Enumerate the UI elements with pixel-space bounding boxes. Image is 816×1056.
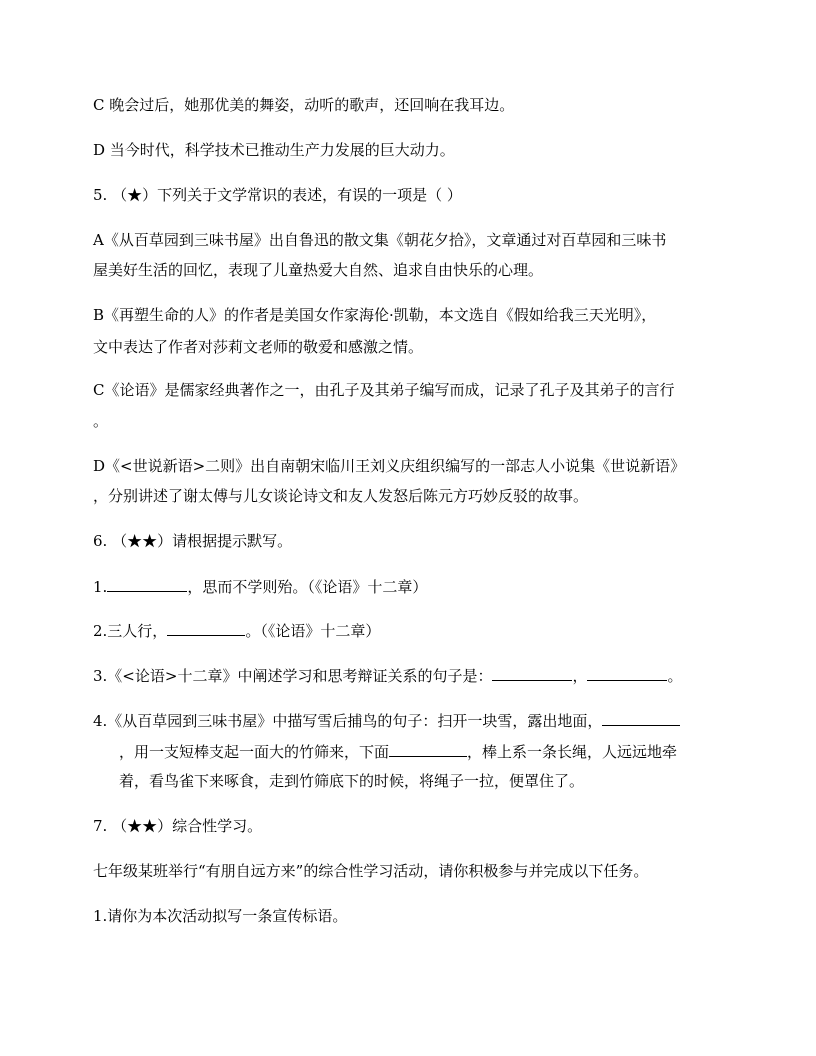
question-5-option-a-line-2: 屋美好生活的回忆，表现了儿童热爱大自然、追求自由快乐的心理。 [93,261,544,279]
question-7-title: 7. （★★）综合性学习。 [93,817,263,835]
item-4-line-2-a: ，用一支短棒支起一面大的竹筛来，下面 [119,743,390,761]
answer-blank[interactable] [602,710,680,726]
answer-blank[interactable] [167,620,245,636]
option-c-sentence: C 晚会过后，她那优美的舞姿，动听的歌声，还回响在我耳边。 [93,96,515,114]
question-5-option-d-line-1: D《<世说新语>二则》出自南朝宋临川王刘义庆组织编写的一部志人小说集《世说新语》 [93,457,686,475]
question-6-item-3 [93,665,682,686]
question-5-option-c-line-1: C《论语》是儒家经典著作之一，由孔子及其弟子编写而成，记录了孔子及其弟子的言行 [93,381,675,399]
item-4-prefix: 4.《从百草园到三味书屋》中描写雪后捕鸟的句子：扫开一块雪，露出地面， [93,712,603,730]
question-5-option-b-line-1: B《再塑生命的人》的作者是美国女作家海伦·凯勒，本文选自《假如给我三天光明》， [93,306,657,324]
item-2-suffix: 。（《论语》十二章） [245,622,381,640]
question-7-intro: 七年级某班举行“有朋自远方来”的综合性学习活动，请你积极参与并完成以下任务。 [93,862,649,880]
question-5-option-b-line-2: 文中表达了作者对莎莉文老师的敬爱和感激之情。 [93,338,424,356]
question-5-title: 5. （★）下列关于文学常识的表述，有误的一项是（ ） [93,186,462,204]
question-6-item-2 [93,620,380,641]
item-1-prefix: 1. [93,578,108,596]
answer-blank[interactable] [107,576,187,592]
question-6-item-4-line-3: 着，看鸟雀下来啄食，走到竹筛底下的时候，将绳子一拉，便罩住了。 [119,772,585,790]
item-3-suffix: 。 [667,667,683,685]
question-6-title: 6. （★★）请根据提示默写。 [93,532,293,550]
option-d-sentence: D 当今时代，科学技术已推动生产力发展的巨大动力。 [93,141,455,159]
item-1-suffix: ，思而不学则殆。（《论语》十二章） [187,578,428,596]
answer-blank[interactable] [389,741,467,757]
question-6-item-1 [93,576,427,597]
item-3-prefix: 3.《<论语>十二章》中阐述学习和思考辩证关系的句子是： [93,667,493,685]
question-6-item-4-line-2 [119,741,677,762]
item-4-line-2-b: ，棒上系一条长绳，人远远地牵 [467,743,678,761]
question-7-task-1: 1.请你为本次活动拟写一条宣传标语。 [93,907,348,925]
question-5-option-a-line-1: A《从百草园到三味书屋》出自鲁迅的散文集《朝花夕拾》，文章通过对百草园和三味书 [93,231,667,249]
item-3-mid: ， [572,667,588,685]
question-5-option-d-line-2: ，分别讲述了谢太傅与儿女谈论诗文和友人发怒后陈元方巧妙反驳的故事。 [93,487,589,505]
item-2-prefix: 2.三人行， [93,622,168,640]
question-6-item-4-line-1 [93,710,680,731]
question-5-option-c-line-2: 。 [93,412,109,430]
answer-blank[interactable] [587,665,667,681]
answer-blank[interactable] [492,665,572,681]
